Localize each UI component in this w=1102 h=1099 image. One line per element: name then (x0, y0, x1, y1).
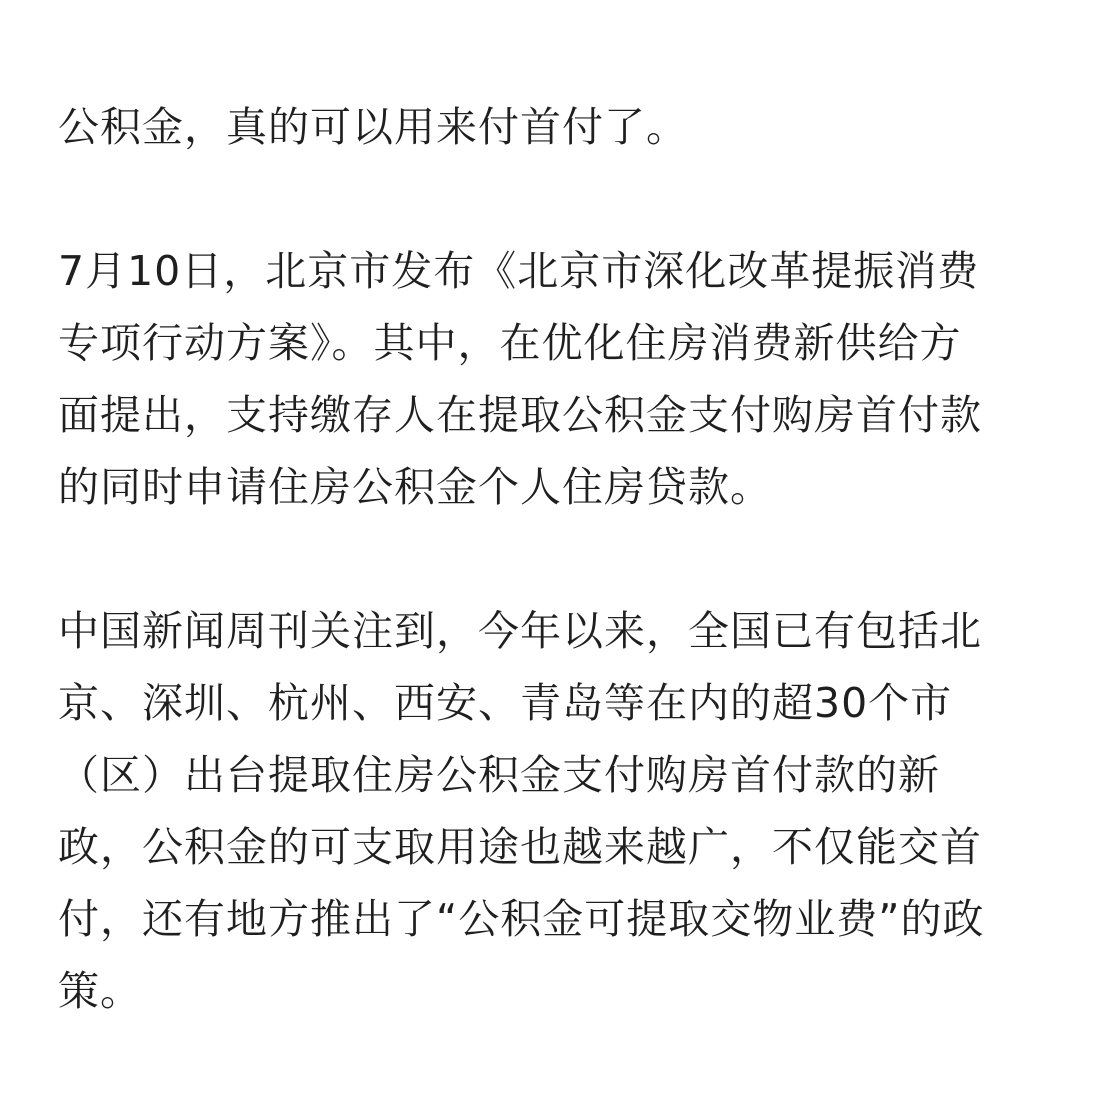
text-line: 的同时申请住房公积金个人住房贷款。 (58, 463, 772, 511)
text-line: 专项行动方案》。其中，在优化住房消费新供给方 (58, 319, 962, 367)
text-line: 政，公积金的可支取用途也越来越广，不仅能交首 (58, 823, 982, 871)
text-line: 京、深圳、杭州、西安、青岛等在内的超30个市 (58, 679, 953, 727)
text-line: 付，还有地方推出了“公积金可提取交物业费”的政 (58, 895, 985, 943)
article-body (58, 91, 1048, 1099)
text-line: 策。 (58, 967, 142, 1015)
text-line: （区）出台提取住房公积金支付购房首付款的新 (58, 751, 940, 799)
paragraph-2 (58, 235, 1048, 523)
text-line: 7月10日，北京市发布《北京市深化改革提振消费 (58, 247, 980, 295)
paragraph-1 (58, 91, 1048, 163)
text-line: 面提出，支持缴存人在提取公积金支付购房首付款 (58, 391, 982, 439)
text-line: 中国新闻周刊关注到，今年以来，全国已有包括北 (58, 607, 982, 655)
text-line: 公积金，真的可以用来付首付了。 (58, 103, 688, 151)
paragraph-3 (58, 595, 1048, 1027)
